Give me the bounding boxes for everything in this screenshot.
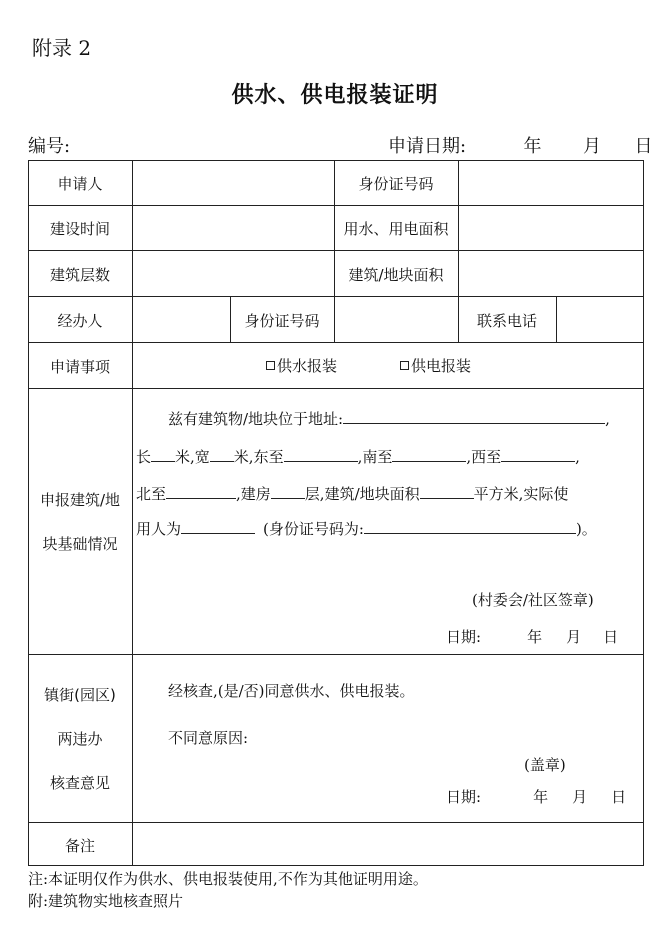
area-blank[interactable] (420, 484, 474, 499)
column-divider (132, 160, 133, 866)
north-blank[interactable] (166, 484, 236, 499)
length-blank[interactable] (151, 447, 175, 462)
number-label: 编号: (28, 136, 71, 157)
user-blank[interactable] (181, 519, 255, 534)
power-option[interactable] (400, 355, 471, 376)
user-id-label: (身份证号码为: (263, 520, 364, 538)
usage-area-label: 用水、用电面积 (343, 220, 449, 238)
water-option-label: 供水报装 (277, 357, 338, 375)
footer-attachment: 附:建筑物实地核查照片 (28, 892, 184, 910)
row-divider (28, 654, 644, 655)
report-date-month: 月 (566, 628, 582, 646)
west-blank[interactable] (501, 447, 575, 462)
report-line-3 (136, 483, 568, 504)
water-checkbox[interactable] (266, 361, 275, 370)
date-label: 申请日期: (388, 136, 467, 157)
north-label: 北至 (136, 485, 167, 503)
row-divider (28, 822, 644, 823)
row-divider (28, 250, 644, 251)
length-label: 长 (136, 448, 152, 466)
south-label: ,南至 (357, 448, 393, 466)
town-date-label: 日期: (446, 788, 482, 806)
town-seal: (盖章) (524, 756, 566, 774)
east-blank[interactable] (284, 447, 358, 462)
row-divider (28, 296, 644, 297)
report-label-line1: 申报建筑/地 (39, 491, 121, 509)
build-label: ,建房 (236, 485, 271, 503)
row-divider (28, 342, 644, 343)
user-id-blank[interactable] (364, 519, 576, 534)
report-date-label: 日期: (446, 628, 482, 646)
village-stamp: (村委会/社区签章) (472, 591, 594, 609)
date-month: 月 (583, 136, 602, 157)
town-label-line3: 核查意见 (49, 774, 110, 792)
town-review-text: 经核查,(是/否)同意供水、供电报装。 (168, 682, 415, 700)
column-divider (458, 160, 459, 296)
report-line-4 (136, 518, 597, 539)
row-divider (28, 388, 644, 389)
town-date-year: 年 (533, 788, 549, 806)
west-label: ,西至 (466, 448, 502, 466)
town-label-line2: 两违办 (57, 730, 103, 748)
footer-note: 注:本证明仅作为供水、供电报装使用,不作为其他证明用途。 (28, 870, 428, 888)
address-prefix: 兹有建筑物/地块位于地址: (168, 410, 344, 428)
handler-id-label: 身份证号码 (244, 312, 320, 330)
water-option[interactable] (266, 355, 337, 376)
report-date-year: 年 (527, 628, 543, 646)
town-date-month: 月 (572, 788, 588, 806)
build-time-label: 建设时间 (49, 220, 110, 238)
column-divider (556, 296, 557, 342)
town-date-day: 日 (611, 788, 627, 806)
punct: )。 (575, 520, 597, 538)
handler-label: 经办人 (57, 312, 103, 330)
application-date (388, 132, 652, 158)
id-number-label: 身份证号码 (358, 175, 434, 193)
user-label: 用人为 (136, 520, 182, 538)
column-divider (334, 296, 335, 342)
report-label-line2: 块基础情况 (42, 535, 118, 553)
date-year: 年 (523, 136, 542, 157)
town-date (446, 786, 626, 807)
matter-label: 申请事项 (49, 358, 110, 376)
plot-area-label: 建筑/地块面积 (348, 266, 444, 284)
width-blank[interactable] (210, 447, 234, 462)
phone-label: 联系电话 (476, 312, 537, 330)
floors-label: 建筑层数 (49, 266, 110, 284)
town-label-line1: 镇街(园区) (44, 686, 116, 704)
town-reason-label: 不同意原因: (168, 729, 249, 747)
applicant-label: 申请人 (57, 175, 103, 193)
report-line-2 (136, 446, 580, 467)
remarks-label: 备注 (64, 837, 95, 855)
row-divider (28, 205, 644, 206)
report-date (446, 626, 618, 647)
appendix-label: 附录 2 (32, 36, 92, 60)
report-line-1 (168, 408, 610, 429)
document-title: 供水、供电报装证明 (231, 82, 439, 108)
sqm-label: 平方米,实际使 (473, 485, 569, 503)
south-blank[interactable] (392, 447, 466, 462)
east-label: 米,东至 (233, 448, 284, 466)
width-label: 米,宽 (175, 448, 210, 466)
floors-blank[interactable] (271, 484, 305, 499)
power-checkbox[interactable] (400, 361, 409, 370)
punct: , (575, 448, 580, 466)
punct: , (605, 410, 610, 428)
area-label: 层,建筑/地块面积 (304, 485, 420, 503)
power-option-label: 供电报装 (411, 357, 472, 375)
report-date-day: 日 (603, 628, 619, 646)
address-blank[interactable] (343, 409, 605, 424)
date-day: 日 (634, 136, 653, 157)
